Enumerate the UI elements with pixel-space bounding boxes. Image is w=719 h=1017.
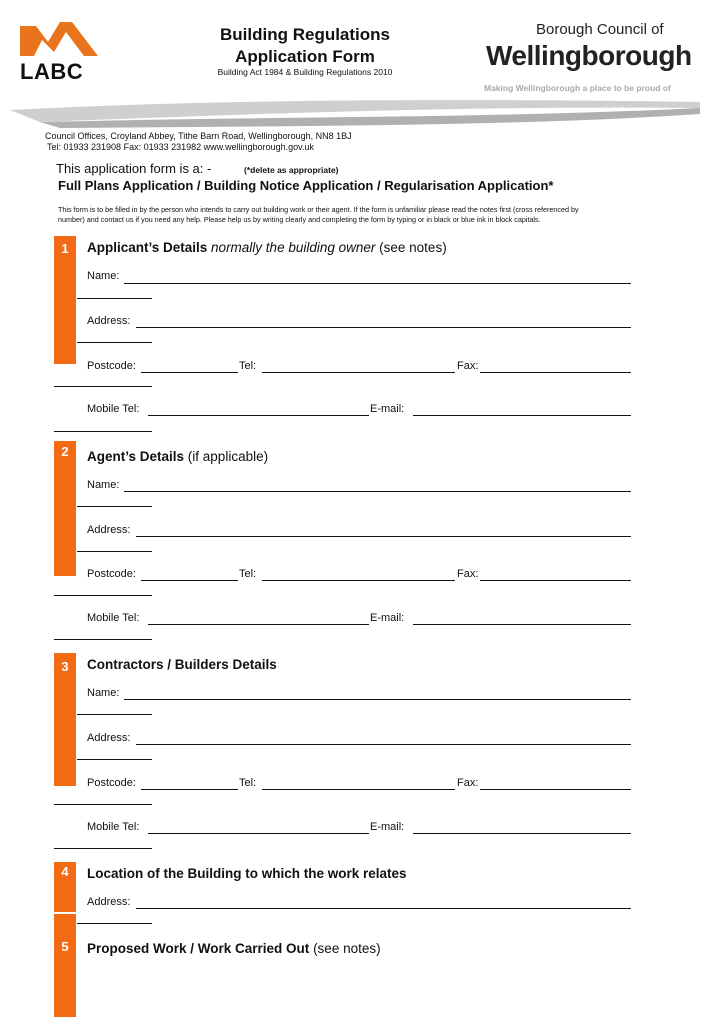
labc-roof-icon	[18, 18, 102, 58]
form-title	[190, 24, 420, 68]
contractor-name-field[interactable]	[124, 699, 631, 700]
section-3-title	[87, 657, 277, 672]
applicant-address-field[interactable]	[136, 327, 631, 328]
applicant-mobile-field[interactable]	[148, 415, 369, 416]
section-2-number: 2	[61, 444, 69, 459]
application-types[interactable]: Full Plans Application / Building Notice Application / Regularisation Application*	[58, 178, 554, 193]
contractor-fax-label: Fax:	[457, 777, 479, 789]
applicant-fax-field-cont[interactable]	[54, 386, 152, 387]
applicant-email-label: E-mail:	[370, 403, 405, 415]
section-3-number: 3	[61, 659, 69, 674]
section-2-title-rest: (if applicable)	[187, 449, 269, 464]
applicant-postcode-label: Postcode:	[87, 360, 136, 372]
contractor-fax-field[interactable]	[480, 789, 631, 790]
location-address-label: Address:	[87, 896, 131, 908]
agent-address-field[interactable]	[136, 536, 631, 537]
form-title-line1: Building Regulations	[220, 25, 390, 44]
applicant-name-field-cont[interactable]	[77, 298, 152, 299]
contractor-fax-field-cont[interactable]	[54, 804, 152, 805]
applicant-name-field[interactable]	[124, 283, 631, 284]
agent-email-field[interactable]	[413, 624, 631, 625]
contractor-tel-label: Tel:	[239, 777, 257, 789]
contractor-name-label: Name:	[87, 687, 120, 699]
applicant-mobile-label: Mobile Tel:	[87, 403, 140, 415]
section-4-number: 4	[61, 864, 69, 879]
agent-fax-field-cont[interactable]	[54, 595, 152, 596]
section-5-title	[87, 941, 381, 956]
section-4-title-bold: Location of the Building to which the work relates	[87, 866, 407, 881]
agent-mobile-field[interactable]	[148, 624, 369, 625]
council-name: Wellingborough	[486, 40, 692, 71]
agent-tel-label: Tel:	[239, 568, 257, 580]
form-type-prompt: This application form is a: -	[56, 161, 212, 176]
location-address-field[interactable]	[136, 908, 631, 909]
agent-email-field-cont[interactable]	[54, 639, 152, 640]
council-contact: Tel: 01933 231908 Fax: 01933 231982 www.wellingborough.gov.uk	[47, 142, 315, 152]
contractor-name-field-cont[interactable]	[77, 714, 152, 715]
agent-name-field[interactable]	[124, 491, 631, 492]
agent-tel-field[interactable]	[262, 580, 455, 581]
agent-postcode-field[interactable]	[141, 580, 238, 581]
applicant-fax-field[interactable]	[480, 372, 631, 373]
proposed-work-field[interactable]	[87, 962, 631, 1012]
contractor-email-field-cont[interactable]	[54, 848, 152, 849]
contractor-email-label: E-mail:	[370, 821, 405, 833]
applicant-email-field-cont[interactable]	[54, 431, 152, 432]
section-1-title-rest: (see notes)	[379, 240, 447, 255]
delete-note: (*delete as appropriate)	[244, 165, 339, 175]
applicant-postcode-field[interactable]	[141, 372, 238, 373]
applicant-tel-field[interactable]	[262, 372, 455, 373]
applicant-tel-label: Tel:	[239, 360, 257, 372]
form-subtitle: Building Act 1984 & Building Regulations 2010	[217, 67, 393, 77]
section-3-title-bold: Contractors / Builders Details	[87, 657, 277, 672]
applicant-email-field[interactable]	[413, 415, 631, 416]
section-1-number: 1	[61, 241, 69, 256]
instructions	[58, 205, 688, 225]
contractor-address-label: Address:	[87, 732, 131, 744]
section-2-title	[87, 449, 268, 464]
agent-email-label: E-mail:	[370, 612, 405, 624]
applicant-fax-label: Fax:	[457, 360, 479, 372]
contractor-postcode-label: Postcode:	[87, 777, 136, 789]
section-5-bar	[54, 914, 76, 1017]
section-4-title	[87, 866, 407, 881]
agent-name-field-cont[interactable]	[77, 506, 152, 507]
section-5-title-rest: (see notes)	[313, 941, 381, 956]
labc-logo	[18, 18, 102, 84]
contractor-address-field-cont[interactable]	[77, 759, 152, 760]
contractor-tel-field[interactable]	[262, 789, 455, 790]
agent-name-label: Name:	[87, 479, 120, 491]
section-5-number: 5	[61, 939, 69, 954]
applicant-name-label: Name:	[87, 270, 120, 282]
instructions-line2: number) and contact us if you need any help. Please help us by writing clearly and completing the form by typing or in black or blue ink in block capitals.	[58, 215, 541, 224]
section-2-title-bold: Agent’s Details	[87, 449, 185, 464]
council-tagline: Making Wellingborough a place to be proud of	[484, 83, 671, 93]
contractor-postcode-field[interactable]	[141, 789, 238, 790]
contractor-mobile-label: Mobile Tel:	[87, 821, 140, 833]
section-2-bar	[54, 441, 76, 576]
contractor-mobile-field[interactable]	[148, 833, 369, 834]
agent-postcode-label: Postcode:	[87, 568, 136, 580]
council-line1: Borough Council of	[536, 21, 664, 38]
section-1-title-italic: normally the building owner	[211, 240, 376, 255]
agent-address-field-cont[interactable]	[77, 551, 152, 552]
form-title-line2: Application Form	[235, 47, 375, 66]
applicant-address-field-cont[interactable]	[77, 342, 152, 343]
section-5-title-bold: Proposed Work / Work Carried Out	[87, 941, 310, 956]
contractor-address-field[interactable]	[136, 744, 631, 745]
logo-text: LABC	[20, 59, 84, 84]
agent-fax-label: Fax:	[457, 568, 479, 580]
council-address: Council Offices, Croyland Abbey, Tithe Barn Road, Wellingborough, NN8 1BJ	[45, 131, 352, 141]
contractor-email-field[interactable]	[413, 833, 631, 834]
agent-fax-field[interactable]	[480, 580, 631, 581]
section-1-title-bold: Applicant’s Details	[87, 240, 208, 255]
agent-mobile-label: Mobile Tel:	[87, 612, 140, 624]
section-1-title	[87, 240, 447, 255]
agent-address-label: Address:	[87, 524, 131, 536]
location-address-field-cont[interactable]	[77, 923, 152, 924]
applicant-address-label: Address:	[87, 315, 131, 327]
instructions-line1: This form is to be filled in by the person who intends to carry out building work or their agent. If the form is unfamiliar please read the notes first (cross referenced by	[58, 205, 579, 214]
